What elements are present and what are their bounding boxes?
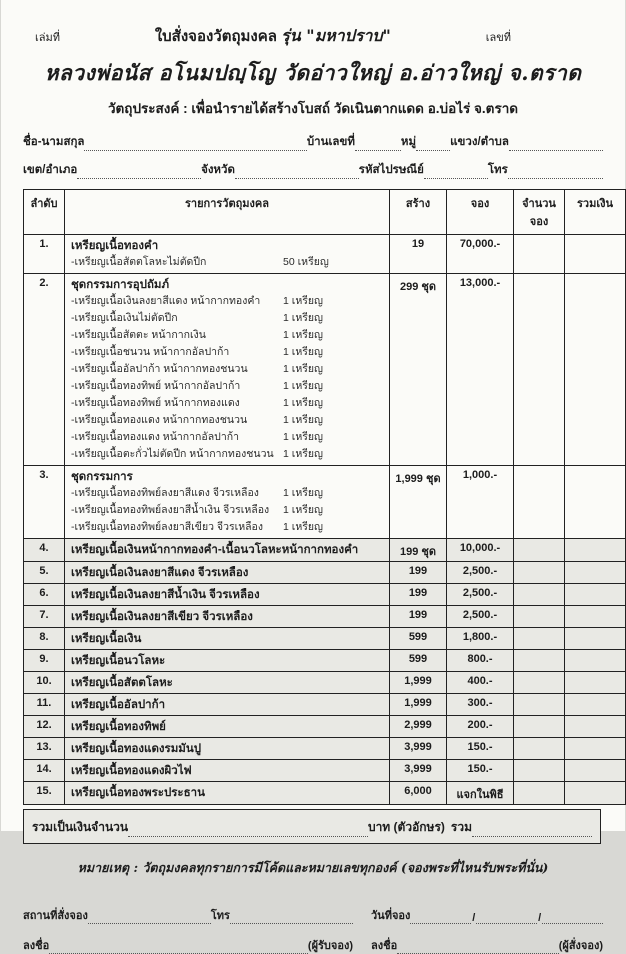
order-place-line <box>23 906 353 924</box>
item-total-cell <box>565 562 626 584</box>
order-place-label: สถานที่สั่งจอง <box>23 910 88 922</box>
item-price: 10,000.- <box>447 539 514 562</box>
footer <box>23 894 603 954</box>
item-sub-line <box>71 446 383 463</box>
header-top-line <box>23 24 603 49</box>
field-row-2 <box>23 161 603 179</box>
item-price: 70,000.- <box>447 235 514 274</box>
orderer-role-label: (ผู้สั่งจอง) <box>558 940 603 952</box>
item-made-count: 299 ชุด <box>390 274 447 466</box>
item-order-qty-cell <box>514 782 565 805</box>
item-sub-line <box>71 361 383 378</box>
item-total-cell <box>565 738 626 760</box>
order-place-input-line <box>88 910 211 924</box>
item-total-cell <box>565 274 626 466</box>
item-sub-line <box>71 310 383 327</box>
item-sub-qty: 1 เหรียญ <box>283 363 324 375</box>
item-order-qty-cell <box>514 466 565 539</box>
item-name: เหรียญเนื้อเงิน <box>71 633 142 645</box>
table-row <box>24 628 626 650</box>
item-made-count: 19 <box>390 235 447 274</box>
col-header-item: รายการวัตถุมงคล <box>65 190 390 235</box>
item-sub-qty: 1 เหรียญ <box>283 448 324 460</box>
order-form-page <box>1 0 625 952</box>
item-sub-text: -เหรียญเนื้อทองทิพย์ลงยาสีแดง จีวรเหลือง <box>71 487 259 499</box>
table-row <box>24 539 626 562</box>
item-sub-line <box>71 327 383 344</box>
col-header-made: สร้าง <box>390 190 447 235</box>
item-sub-line <box>71 254 383 271</box>
district-input-line <box>77 165 201 179</box>
item-sub-text: -เหรียญเนื้อทองแดง หน้ากากอัลปาก้า <box>71 431 239 443</box>
item-order-qty-cell <box>514 584 565 606</box>
items-table-body <box>24 235 626 805</box>
item-index: 10. <box>24 672 65 694</box>
item-description <box>65 672 390 694</box>
item-order-qty-cell <box>514 650 565 672</box>
item-description <box>65 760 390 782</box>
items-table <box>23 189 626 805</box>
total-amount-line <box>128 823 368 837</box>
book-no-label: เล่มที่ <box>35 32 61 44</box>
item-sub-text: -เหรียญเนื้อเงินลงยาสีแดง หน้ากากทองคำ <box>71 295 261 307</box>
item-description <box>65 782 390 805</box>
item-sub-text: -เหรียญเนื้อทองแดง หน้ากากทองชนวน <box>71 414 248 426</box>
table-row <box>24 466 626 539</box>
item-sub-line <box>71 344 383 361</box>
item-made-count: 1,999 <box>390 694 447 716</box>
item-index: 6. <box>24 584 65 606</box>
col-header-index: ลำดับ <box>24 190 65 235</box>
item-order-qty-cell <box>514 672 565 694</box>
district-label: เขต/อำเภอ <box>23 164 78 176</box>
item-name: เหรียญเนื้อสัตตโลหะ <box>71 677 173 689</box>
item-made-count: 6,000 <box>390 782 447 805</box>
table-row <box>24 650 626 672</box>
item-total-cell <box>565 235 626 274</box>
item-sub-text: -เหรียญเนื้อทองทิพย์ลงยาสีเขียว จีวรเหลือง <box>71 521 263 533</box>
moo-label: หมู่ <box>400 136 417 148</box>
item-sub-line <box>71 395 383 412</box>
item-sub-text: -เหรียญเนื้อเงินไม่ตัดปีก <box>71 312 178 324</box>
table-row <box>24 235 626 274</box>
item-name: เหรียญเนื้อทองทิพย์ <box>71 721 166 733</box>
item-total-cell <box>565 584 626 606</box>
item-price: 400.- <box>447 672 514 694</box>
item-index: 8. <box>24 628 65 650</box>
item-index: 13. <box>24 738 65 760</box>
item-order-qty-cell <box>514 562 565 584</box>
item-price: 1,000.- <box>447 466 514 539</box>
item-index: 1. <box>24 235 65 274</box>
item-description <box>65 539 390 562</box>
item-price: 2,500.- <box>447 584 514 606</box>
item-sub-qty: 50 เหรียญ <box>283 256 329 268</box>
item-sub-text: -เหรียญเนื้อทองทิพย์ หน้ากากทองแดง <box>71 397 240 409</box>
house-no-input-line <box>355 137 401 151</box>
item-sub-line <box>71 502 383 519</box>
item-made-count: 199 <box>390 562 447 584</box>
phone-label: โทร <box>487 164 508 176</box>
item-description <box>65 628 390 650</box>
item-order-qty-cell <box>514 274 565 466</box>
item-made-count: 1,999 ชุด <box>390 466 447 539</box>
receiver-sign-input-line <box>49 940 308 954</box>
item-made-count: 199 <box>390 606 447 628</box>
receiver-sign-label: ลงชื่อ <box>23 940 50 952</box>
item-sub-text: -เหรียญเนื้อสัตตโลหะไม่ตัดปีก <box>71 256 207 268</box>
item-index: 11. <box>24 694 65 716</box>
item-index: 2. <box>24 274 65 466</box>
item-description <box>65 738 390 760</box>
moo-input-line <box>416 137 450 151</box>
date-year-line <box>542 910 603 924</box>
table-row <box>24 716 626 738</box>
item-sub-text: -เหรียญเนื้อชนวน หน้ากากอัลปาก้า <box>71 346 230 358</box>
item-order-qty-cell <box>514 716 565 738</box>
date-month-line <box>476 910 537 924</box>
table-header-row <box>24 190 626 235</box>
item-price: แจกในพิธี <box>447 782 514 805</box>
item-name: เหรียญเนื้อทองคำ <box>71 240 159 252</box>
item-price: 1,800.- <box>447 628 514 650</box>
temple-title: หลวงพ่อนัส อโนมปญฺโญ วัดอ่าวใหญ่ อ.อ่าวใหญ่ จ.ตราด <box>44 60 582 85</box>
doc-no-label: เลขที่ <box>485 32 511 44</box>
item-order-qty-cell <box>514 539 565 562</box>
postal-code-label: รหัสไปรษณีย์ <box>358 164 424 176</box>
item-description <box>65 650 390 672</box>
item-index: 3. <box>24 466 65 539</box>
item-index: 12. <box>24 716 65 738</box>
table-row <box>24 562 626 584</box>
item-sub-line <box>71 485 383 502</box>
item-total-cell <box>565 672 626 694</box>
item-index: 14. <box>24 760 65 782</box>
item-price: 150.- <box>447 738 514 760</box>
col-header-total: รวมเงิน <box>565 190 626 235</box>
item-sub-text: -เหรียญเนื้อทองทิพย์ลงยาสีน้ำเงิน จีวรเหลือง <box>71 504 270 516</box>
item-sub-line <box>71 429 383 446</box>
item-sub-line <box>71 519 383 536</box>
item-description <box>65 466 390 539</box>
item-sub-text: -เหรียญเนื้อตะกั่วไม่ตัดปีก หน้ากากทองชนวน <box>71 448 274 460</box>
purpose-line: วัตถุประสงค์ : เพื่อนำรายได้สร้างโบสถ์ วัดเนินตากแดด อ.บ่อไร่ จ.ตราด <box>107 101 519 116</box>
table-row <box>24 760 626 782</box>
table-row <box>24 738 626 760</box>
table-row <box>24 694 626 716</box>
item-name: ชุดกรรมการอุปถัมภ์ <box>71 279 170 291</box>
receiver-sign-line <box>23 936 353 954</box>
item-total-cell <box>565 539 626 562</box>
item-price: 300.- <box>447 694 514 716</box>
item-sub-line <box>71 412 383 429</box>
table-row <box>24 672 626 694</box>
item-index: 4. <box>24 539 65 562</box>
subdistrict-label: แขวง/ตำบล <box>450 136 509 148</box>
item-name: เหรียญเนื้อทองแดงผิวไฟ <box>71 765 192 777</box>
item-price: 13,000.- <box>447 274 514 466</box>
item-order-qty-cell <box>514 738 565 760</box>
item-name: เหรียญเนื้อเงินลงยาสีเขียว จีวรเหลือง <box>71 611 253 623</box>
item-total-cell <box>565 760 626 782</box>
item-name: เหรียญเนื้อนวโลหะ <box>71 655 166 667</box>
order-date-label: วันที่จอง <box>371 910 411 922</box>
postal-code-input-line <box>424 165 488 179</box>
province-input-line <box>235 165 359 179</box>
item-made-count: 199 <box>390 584 447 606</box>
item-sub-text: -เหรียญเนื้อทองทิพย์ หน้ากากอัลปาก้า <box>71 380 241 392</box>
item-name: เหรียญเนื้อทองแดงรมมันปู <box>71 743 202 755</box>
item-made-count: 599 <box>390 628 447 650</box>
item-description <box>65 716 390 738</box>
table-row <box>24 584 626 606</box>
item-description <box>65 274 390 466</box>
item-sub-line <box>71 378 383 395</box>
item-description <box>65 235 390 274</box>
name-input-line <box>84 137 306 151</box>
footer-left-column <box>23 894 353 954</box>
item-sub-qty: 1 เหรียญ <box>283 380 324 392</box>
name-label: ชื่อ-นามสกุล <box>23 136 85 148</box>
table-row <box>24 782 626 805</box>
sum-line <box>472 823 592 837</box>
item-description <box>65 584 390 606</box>
item-made-count: 199 ชุด <box>390 539 447 562</box>
item-sub-qty: 1 เหรียญ <box>283 414 324 426</box>
item-description <box>65 694 390 716</box>
edition-name: รุ่น "มหาปราบ" <box>281 26 391 45</box>
item-total-cell <box>565 694 626 716</box>
total-amount-label: รวมเป็นเงินจำนวน <box>32 820 129 834</box>
form-title <box>60 24 486 49</box>
item-made-count: 3,999 <box>390 760 447 782</box>
item-sub-qty: 1 เหรียญ <box>283 504 324 516</box>
item-order-qty-cell <box>514 760 565 782</box>
item-total-cell <box>565 650 626 672</box>
item-made-count: 599 <box>390 650 447 672</box>
item-order-qty-cell <box>514 235 565 274</box>
item-name: เหรียญเนื้อเงินลงยาสีน้ำเงิน จีวรเหลือง <box>71 589 260 601</box>
orderer-sign-label: ลงชื่อ <box>371 940 398 952</box>
item-name: เหรียญเนื้อทองพระประธาน <box>71 787 205 799</box>
item-sub-qty: 1 เหรียญ <box>283 346 324 358</box>
form-title-text: ใบสั่งจองวัตถุมงคล <box>154 28 277 45</box>
col-header-price: จอง <box>447 190 514 235</box>
item-name: เหรียญเนื้ออัลปาก้า <box>71 699 166 711</box>
province-label: จังหวัด <box>201 164 235 176</box>
subdistrict-input-line <box>509 137 603 151</box>
phone-input-line <box>508 165 603 179</box>
item-index: 5. <box>24 562 65 584</box>
total-box <box>23 809 601 844</box>
item-total-cell <box>565 606 626 628</box>
item-sub-text: -เหรียญเนื้ออัลปาก้า หน้ากากทองชนวน <box>71 363 248 375</box>
item-sub-qty: 1 เหรียญ <box>283 521 324 533</box>
customer-fields <box>23 133 603 179</box>
item-name: เหรียญเนื้อเงินลงยาสีแดง จีวรเหลือง <box>71 567 249 579</box>
item-made-count: 3,999 <box>390 738 447 760</box>
item-sub-qty: 1 เหรียญ <box>283 487 324 499</box>
item-price: 800.- <box>447 650 514 672</box>
item-total-cell <box>565 782 626 805</box>
item-description <box>65 606 390 628</box>
item-order-qty-cell <box>514 694 565 716</box>
item-order-qty-cell <box>514 628 565 650</box>
col-header-order-qty: จำนวนจอง <box>514 190 565 235</box>
house-no-label: บ้านเลขที่ <box>306 136 355 148</box>
item-index: 9. <box>24 650 65 672</box>
sum-label: รวม <box>450 820 472 834</box>
item-made-count: 2,999 <box>390 716 447 738</box>
item-sub-qty: 1 เหรียญ <box>283 312 324 324</box>
item-total-cell <box>565 466 626 539</box>
item-price: 150.- <box>447 760 514 782</box>
item-price: 2,500.- <box>447 606 514 628</box>
table-row <box>24 274 626 466</box>
item-price: 200.- <box>447 716 514 738</box>
orderer-sign-line <box>371 936 603 954</box>
date-day-line <box>410 910 471 924</box>
item-name: ชุดกรรมการ <box>71 471 133 483</box>
table-row <box>24 606 626 628</box>
item-sub-qty: 1 เหรียญ <box>283 397 324 409</box>
orderer-sign-input-line <box>397 940 559 954</box>
item-total-cell <box>565 716 626 738</box>
item-sub-qty: 1 เหรียญ <box>283 329 324 341</box>
item-sub-line <box>71 293 383 310</box>
item-order-qty-cell <box>514 606 565 628</box>
item-name: เหรียญเนื้อเงินหน้ากากทองคำ-เนื้อนวโลหะหน้ากากทองคำ <box>71 544 359 556</box>
item-sub-qty: 1 เหรียญ <box>283 295 324 307</box>
field-row-1 <box>23 133 603 151</box>
footer-phone-input-line <box>230 910 353 924</box>
item-price: 2,500.- <box>447 562 514 584</box>
item-index: 7. <box>24 606 65 628</box>
item-sub-qty: 1 เหรียญ <box>283 431 324 443</box>
item-sub-text: -เหรียญเนื้อสัตตะ หน้ากากเงิน <box>71 329 206 341</box>
order-date-line: วันที่จอง / / <box>371 906 603 924</box>
item-total-cell <box>565 628 626 650</box>
baht-text-label: บาท (ตัวอักษร) <box>367 820 445 834</box>
note-line: หมายเหตุ : วัตถุมงคลทุกรายการมีโค้ดและหมายเลขทุกองค์ (จองพระที่ไหนรับพระที่นั่น) <box>77 860 549 875</box>
item-made-count: 1,999 <box>390 672 447 694</box>
footer-phone-label: โทร <box>210 910 230 922</box>
receiver-role-label: (ผู้รับจอง) <box>307 940 353 952</box>
footer-right-column <box>371 894 603 954</box>
item-description <box>65 562 390 584</box>
item-index: 15. <box>24 782 65 805</box>
